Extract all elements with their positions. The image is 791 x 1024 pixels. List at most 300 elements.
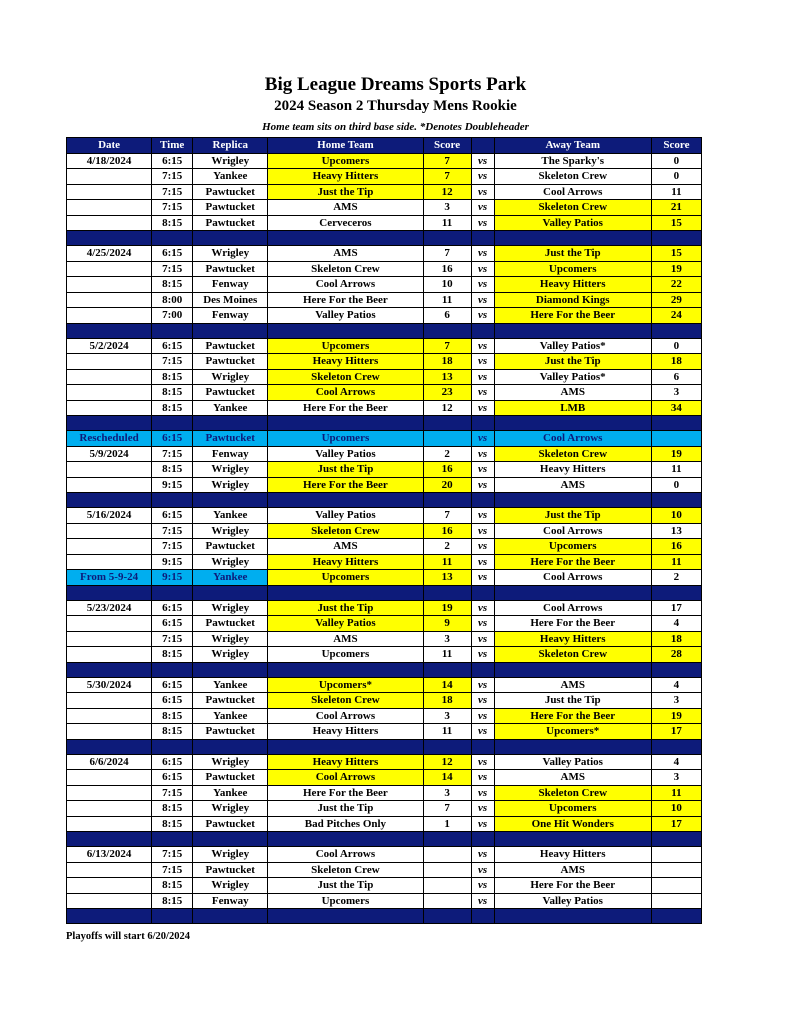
away-score-cell: 11 <box>651 554 701 570</box>
date-cell <box>67 169 152 185</box>
separator-cell <box>423 493 471 508</box>
game-row <box>67 677 702 693</box>
separator-cell <box>152 231 193 246</box>
home-score-cell: 16 <box>423 462 471 478</box>
away-score-cell <box>651 893 701 909</box>
date-cell <box>67 477 152 493</box>
separator-cell <box>193 416 268 431</box>
game-row <box>67 446 702 462</box>
away-team-cell: Heavy Hitters <box>494 277 651 293</box>
date-cell <box>67 724 152 740</box>
page-subtitle: 2024 Season 2 Thursday Mens Rookie <box>274 98 517 114</box>
game-row <box>67 215 702 231</box>
replica-cell: Wrigley <box>193 600 268 616</box>
away-score-cell <box>651 878 701 894</box>
date-cell: 5/16/2024 <box>67 508 152 524</box>
vs-cell: vs <box>471 292 494 308</box>
home-team-cell: Heavy Hitters <box>268 724 423 740</box>
home-team-cell: Upcomers <box>268 153 423 169</box>
home-team-cell: Here For the Beer <box>268 292 423 308</box>
away-score-cell: 18 <box>651 354 701 370</box>
away-team-cell: Upcomers <box>494 801 651 817</box>
home-team-cell: Cool Arrows <box>268 708 423 724</box>
replica-cell: Wrigley <box>193 801 268 817</box>
replica-cell: Yankee <box>193 508 268 524</box>
away-score-cell: 4 <box>651 616 701 632</box>
separator-cell <box>423 416 471 431</box>
vs-cell: vs <box>471 169 494 185</box>
vs-cell: vs <box>471 816 494 832</box>
away-team-cell: Here For the Beer <box>494 308 651 324</box>
vs-cell: vs <box>471 215 494 231</box>
vs-cell: vs <box>471 801 494 817</box>
replica-cell: Wrigley <box>193 878 268 894</box>
time-cell: 7:15 <box>152 200 193 216</box>
vs-cell: vs <box>471 385 494 401</box>
replica-cell: Wrigley <box>193 631 268 647</box>
away-score-cell: 24 <box>651 308 701 324</box>
replica-cell: Yankee <box>193 169 268 185</box>
vs-cell: vs <box>471 554 494 570</box>
away-score-cell: 10 <box>651 801 701 817</box>
separator-cell <box>193 323 268 338</box>
away-team-cell: Heavy Hitters <box>494 847 651 863</box>
separator-cell <box>152 416 193 431</box>
block-separator <box>67 416 702 431</box>
time-cell: 8:15 <box>152 708 193 724</box>
separator-cell <box>471 662 494 677</box>
date-cell: 4/25/2024 <box>67 246 152 262</box>
date-cell <box>67 801 152 817</box>
vs-cell: vs <box>471 862 494 878</box>
page-title: Big League Dreams Sports Park <box>264 74 527 95</box>
separator-cell <box>651 493 701 508</box>
away-team-cell: Valley Patios <box>494 754 651 770</box>
time-cell: 8:15 <box>152 462 193 478</box>
separator-cell <box>651 832 701 847</box>
home-team-cell: Here For the Beer <box>268 785 423 801</box>
separator-cell <box>471 231 494 246</box>
separator-cell <box>423 585 471 600</box>
away-score-cell: 0 <box>651 153 701 169</box>
home-team-cell: Upcomers <box>268 893 423 909</box>
replica-cell: Pawtucket <box>193 724 268 740</box>
away-score-cell <box>651 862 701 878</box>
vs-cell: vs <box>471 693 494 709</box>
separator-cell <box>423 231 471 246</box>
home-team-cell: Heavy Hitters <box>268 554 423 570</box>
home-score-cell: 18 <box>423 354 471 370</box>
vs-cell: vs <box>471 446 494 462</box>
vs-cell: vs <box>471 616 494 632</box>
away-score-cell: 29 <box>651 292 701 308</box>
time-cell: 8:15 <box>152 878 193 894</box>
replica-cell: Wrigley <box>193 246 268 262</box>
separator-cell <box>494 493 651 508</box>
col-header-time: Time <box>152 138 193 154</box>
vs-cell: vs <box>471 539 494 555</box>
separator-cell <box>494 909 651 924</box>
home-score-cell: 2 <box>423 539 471 555</box>
away-team-cell: Cool Arrows <box>494 600 651 616</box>
home-score-cell: 6 <box>423 308 471 324</box>
time-cell: 6:15 <box>152 431 193 447</box>
separator-cell <box>471 739 494 754</box>
home-team-cell: Valley Patios <box>268 446 423 462</box>
away-team-cell: Cool Arrows <box>494 184 651 200</box>
col-header-replica: Replica <box>193 138 268 154</box>
replica-cell: Fenway <box>193 446 268 462</box>
separator-cell <box>67 493 152 508</box>
date-cell <box>67 893 152 909</box>
game-row <box>67 708 702 724</box>
home-team-cell: Heavy Hitters <box>268 169 423 185</box>
replica-cell: Pawtucket <box>193 215 268 231</box>
separator-cell <box>193 739 268 754</box>
header-row <box>67 138 702 154</box>
away-score-cell: 0 <box>651 338 701 354</box>
away-team-cell: Just the Tip <box>494 508 651 524</box>
home-score-cell: 11 <box>423 292 471 308</box>
home-score-cell: 9 <box>423 616 471 632</box>
col-header-away-score: Score <box>651 138 701 154</box>
separator-cell <box>152 832 193 847</box>
away-team-cell: Skeleton Crew <box>494 446 651 462</box>
away-team-cell: Heavy Hitters <box>494 631 651 647</box>
home-score-cell: 3 <box>423 785 471 801</box>
game-row <box>67 878 702 894</box>
home-score-cell: 3 <box>423 200 471 216</box>
away-score-cell: 0 <box>651 477 701 493</box>
separator-cell <box>268 493 423 508</box>
col-header-date: Date <box>67 138 152 154</box>
home-score-cell: 14 <box>423 677 471 693</box>
date-cell <box>67 554 152 570</box>
away-team-cell: Cool Arrows <box>494 570 651 586</box>
away-score-cell: 4 <box>651 754 701 770</box>
vs-cell: vs <box>471 878 494 894</box>
game-row <box>67 801 702 817</box>
replica-cell: Pawtucket <box>193 862 268 878</box>
separator-cell <box>152 323 193 338</box>
separator-cell <box>152 585 193 600</box>
date-cell <box>67 215 152 231</box>
time-cell: 8:15 <box>152 277 193 293</box>
game-row <box>67 647 702 663</box>
vs-cell: vs <box>471 631 494 647</box>
game-row <box>67 385 702 401</box>
home-team-cell: Bad Pitches Only <box>268 816 423 832</box>
home-score-cell: 2 <box>423 446 471 462</box>
date-cell <box>67 539 152 555</box>
away-team-cell: Valley Patios <box>494 215 651 231</box>
home-team-cell: AMS <box>268 631 423 647</box>
away-team-cell: AMS <box>494 477 651 493</box>
home-team-cell: Upcomers <box>268 338 423 354</box>
away-score-cell: 11 <box>651 462 701 478</box>
separator-cell <box>471 493 494 508</box>
away-team-cell: LMB <box>494 400 651 416</box>
block-separator <box>67 909 702 924</box>
away-team-cell: Valley Patios* <box>494 338 651 354</box>
vs-cell: vs <box>471 785 494 801</box>
away-score-cell: 22 <box>651 277 701 293</box>
separator-cell <box>423 832 471 847</box>
replica-cell: Fenway <box>193 277 268 293</box>
home-score-cell <box>423 847 471 863</box>
away-team-cell: Skeleton Crew <box>494 647 651 663</box>
home-team-cell: Cool Arrows <box>268 770 423 786</box>
replica-cell: Wrigley <box>193 647 268 663</box>
separator-cell <box>423 662 471 677</box>
separator-cell <box>494 231 651 246</box>
game-row <box>67 338 702 354</box>
separator-cell <box>471 909 494 924</box>
away-team-cell: AMS <box>494 770 651 786</box>
time-cell: 6:15 <box>152 677 193 693</box>
away-score-cell: 6 <box>651 369 701 385</box>
separator-cell <box>651 909 701 924</box>
separator-cell <box>651 416 701 431</box>
separator-cell <box>152 662 193 677</box>
block-separator <box>67 585 702 600</box>
time-cell: 7:15 <box>152 261 193 277</box>
game-row <box>67 477 702 493</box>
time-cell: 6:15 <box>152 770 193 786</box>
separator-cell <box>268 231 423 246</box>
game-row <box>67 153 702 169</box>
time-cell: 9:15 <box>152 554 193 570</box>
away-team-cell: Valley Patios <box>494 893 651 909</box>
away-team-cell: Cool Arrows <box>494 523 651 539</box>
replica-cell: Pawtucket <box>193 385 268 401</box>
block-separator <box>67 739 702 754</box>
time-cell: 7:00 <box>152 308 193 324</box>
date-cell <box>67 184 152 200</box>
separator-cell <box>423 909 471 924</box>
home-score-cell: 3 <box>423 708 471 724</box>
separator-cell <box>494 323 651 338</box>
separator-cell <box>67 585 152 600</box>
date-cell <box>67 308 152 324</box>
away-score-cell: 16 <box>651 539 701 555</box>
vs-cell: vs <box>471 724 494 740</box>
time-cell: 7:15 <box>152 847 193 863</box>
away-score-cell: 3 <box>651 693 701 709</box>
col-header-away-team: Away Team <box>494 138 651 154</box>
replica-cell: Wrigley <box>193 523 268 539</box>
away-score-cell: 11 <box>651 184 701 200</box>
home-score-cell: 12 <box>423 754 471 770</box>
away-team-cell: AMS <box>494 677 651 693</box>
away-score-cell: 13 <box>651 523 701 539</box>
home-team-cell: Here For the Beer <box>268 400 423 416</box>
separator-cell <box>67 909 152 924</box>
game-row <box>67 261 702 277</box>
game-row <box>67 724 702 740</box>
vs-cell: vs <box>471 523 494 539</box>
game-row <box>67 508 702 524</box>
separator-cell <box>494 662 651 677</box>
home-team-cell: Heavy Hitters <box>268 354 423 370</box>
separator-cell <box>268 585 423 600</box>
home-score-cell: 7 <box>423 246 471 262</box>
replica-cell: Yankee <box>193 400 268 416</box>
home-score-cell: 14 <box>423 770 471 786</box>
home-score-cell: 1 <box>423 816 471 832</box>
home-score-cell: 16 <box>423 261 471 277</box>
home-score-cell <box>423 878 471 894</box>
replica-cell: Yankee <box>193 570 268 586</box>
game-row <box>67 554 702 570</box>
home-score-cell: 7 <box>423 801 471 817</box>
time-cell: 7:15 <box>152 184 193 200</box>
separator-cell <box>471 323 494 338</box>
away-score-cell: 10 <box>651 508 701 524</box>
time-cell: 8:15 <box>152 647 193 663</box>
game-row <box>67 770 702 786</box>
home-team-cell: Valley Patios <box>268 616 423 632</box>
vs-cell: vs <box>471 354 494 370</box>
replica-cell: Pawtucket <box>193 200 268 216</box>
away-team-cell: Valley Patios* <box>494 369 651 385</box>
away-score-cell: 34 <box>651 400 701 416</box>
away-team-cell: Just the Tip <box>494 693 651 709</box>
game-row <box>67 631 702 647</box>
game-row <box>67 523 702 539</box>
game-row <box>67 369 702 385</box>
home-score-cell: 11 <box>423 647 471 663</box>
separator-cell <box>67 662 152 677</box>
replica-cell: Pawtucket <box>193 354 268 370</box>
separator-cell <box>268 416 423 431</box>
separator-cell <box>471 832 494 847</box>
away-score-cell: 28 <box>651 647 701 663</box>
home-team-cell: Skeleton Crew <box>268 523 423 539</box>
date-cell: 5/2/2024 <box>67 338 152 354</box>
time-cell: 8:15 <box>152 893 193 909</box>
date-cell <box>67 693 152 709</box>
vs-cell: vs <box>471 893 494 909</box>
replica-cell: Pawtucket <box>193 770 268 786</box>
separator-cell <box>67 832 152 847</box>
block-separator <box>67 323 702 338</box>
vs-cell: vs <box>471 261 494 277</box>
separator-cell <box>152 909 193 924</box>
home-team-cell: Valley Patios <box>268 308 423 324</box>
game-row <box>67 893 702 909</box>
separator-cell <box>268 909 423 924</box>
away-team-cell: Skeleton Crew <box>494 785 651 801</box>
away-score-cell: 15 <box>651 215 701 231</box>
time-cell: 8:15 <box>152 801 193 817</box>
date-cell <box>67 200 152 216</box>
date-cell <box>67 770 152 786</box>
vs-cell: vs <box>471 369 494 385</box>
home-score-cell: 11 <box>423 215 471 231</box>
away-score-cell <box>651 847 701 863</box>
time-cell: 6:15 <box>152 338 193 354</box>
away-score-cell: 15 <box>651 246 701 262</box>
game-row <box>67 862 702 878</box>
time-cell: 7:15 <box>152 523 193 539</box>
date-cell: 5/9/2024 <box>67 446 152 462</box>
vs-cell: vs <box>471 184 494 200</box>
separator-cell <box>152 739 193 754</box>
away-score-cell: 2 <box>651 570 701 586</box>
home-score-cell: 7 <box>423 338 471 354</box>
away-score-cell: 18 <box>651 631 701 647</box>
home-team-cell: Upcomers* <box>268 677 423 693</box>
date-cell <box>67 647 152 663</box>
game-row <box>67 292 702 308</box>
time-cell: 8:15 <box>152 215 193 231</box>
replica-cell: Wrigley <box>193 462 268 478</box>
home-team-cell: AMS <box>268 200 423 216</box>
date-cell <box>67 862 152 878</box>
time-cell: 9:15 <box>152 570 193 586</box>
date-cell <box>67 523 152 539</box>
replica-cell: Yankee <box>193 677 268 693</box>
replica-cell: Wrigley <box>193 153 268 169</box>
away-team-cell: Here For the Beer <box>494 616 651 632</box>
away-team-cell: Skeleton Crew <box>494 200 651 216</box>
time-cell: 7:15 <box>152 785 193 801</box>
home-score-cell: 12 <box>423 184 471 200</box>
separator-cell <box>651 231 701 246</box>
separator-cell <box>193 231 268 246</box>
time-cell: 6:15 <box>152 246 193 262</box>
home-score-cell: 7 <box>423 169 471 185</box>
block-separator <box>67 493 702 508</box>
separator-cell <box>268 832 423 847</box>
away-score-cell: 3 <box>651 770 701 786</box>
game-row <box>67 616 702 632</box>
away-team-cell: AMS <box>494 385 651 401</box>
game-row <box>67 169 702 185</box>
separator-cell <box>268 323 423 338</box>
away-score-cell: 17 <box>651 816 701 832</box>
replica-cell: Wrigley <box>193 477 268 493</box>
vs-cell: vs <box>471 246 494 262</box>
vs-cell: vs <box>471 677 494 693</box>
home-score-cell: 11 <box>423 554 471 570</box>
separator-cell <box>423 323 471 338</box>
time-cell: 8:15 <box>152 400 193 416</box>
home-team-cell: Valley Patios <box>268 508 423 524</box>
away-team-cell: Skeleton Crew <box>494 169 651 185</box>
away-score-cell: 19 <box>651 708 701 724</box>
time-cell: 8:15 <box>152 385 193 401</box>
replica-cell: Pawtucket <box>193 261 268 277</box>
date-cell <box>67 277 152 293</box>
game-row <box>67 754 702 770</box>
away-score-cell: 17 <box>651 600 701 616</box>
replica-cell: Wrigley <box>193 554 268 570</box>
time-cell: 6:15 <box>152 693 193 709</box>
date-cell <box>67 462 152 478</box>
game-row <box>67 400 702 416</box>
date-cell <box>67 708 152 724</box>
home-score-cell <box>423 431 471 447</box>
separator-cell <box>471 585 494 600</box>
separator-cell <box>471 416 494 431</box>
home-team-cell: Cool Arrows <box>268 385 423 401</box>
date-cell <box>67 385 152 401</box>
vs-cell: vs <box>471 400 494 416</box>
vs-cell: vs <box>471 570 494 586</box>
replica-cell: Pawtucket <box>193 338 268 354</box>
